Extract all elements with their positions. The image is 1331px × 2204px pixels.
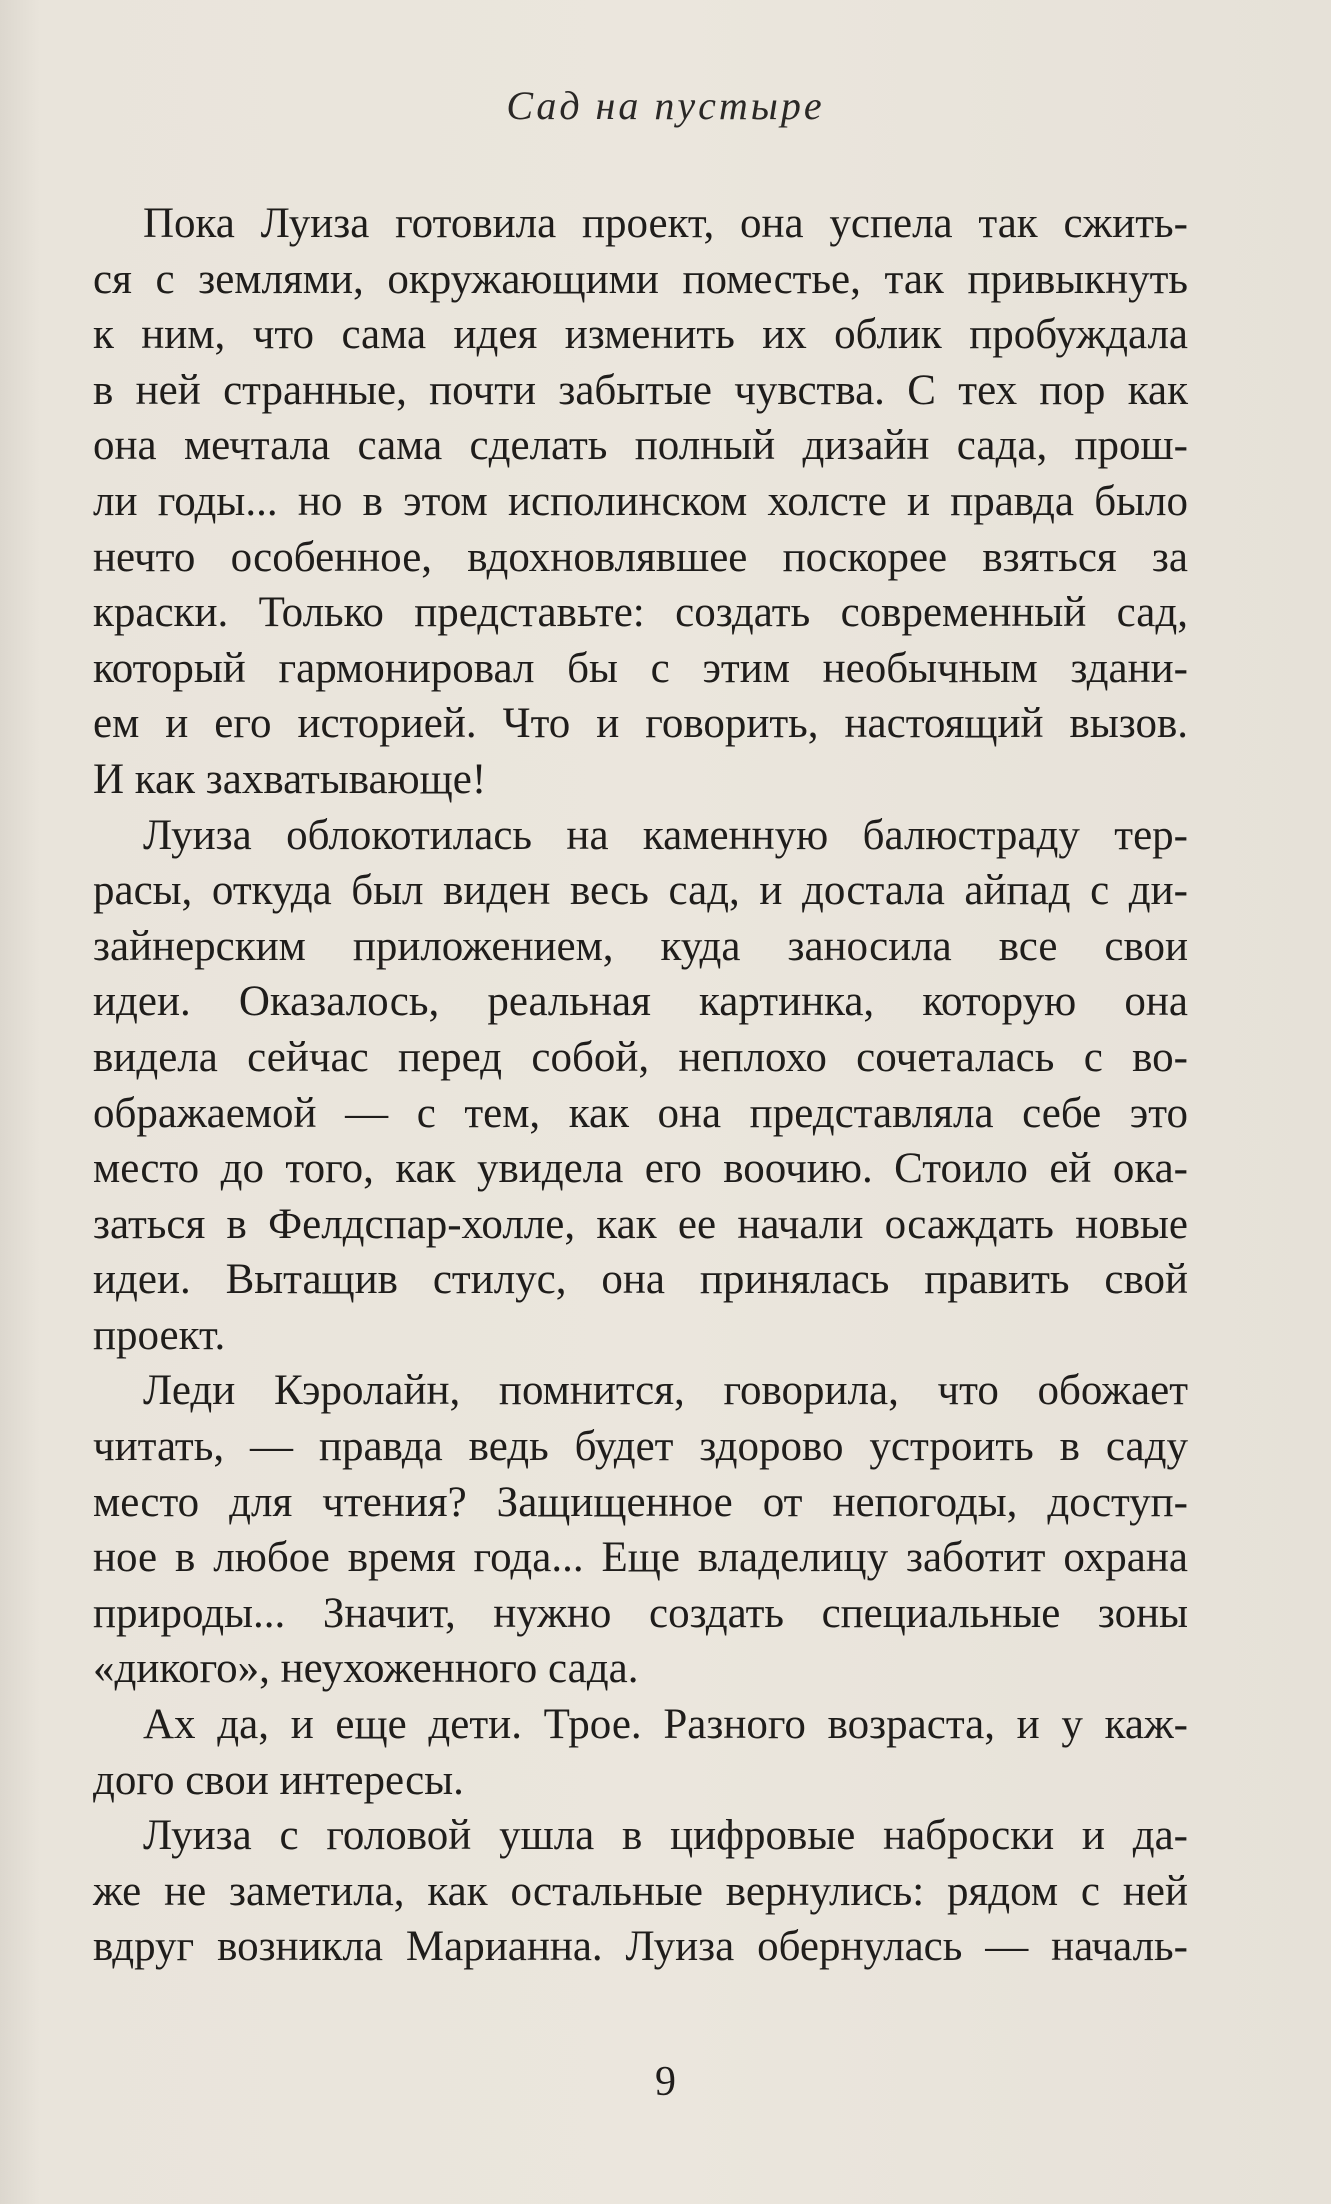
page-number: 9: [655, 2059, 676, 2105]
text-line: нечто особенное, вдохновлявшее поскорее взяться за: [93, 533, 1188, 581]
paragraph: [93, 808, 1188, 1364]
paragraph: [93, 196, 1188, 808]
paragraph: [93, 1697, 1188, 1808]
text-line: место до того, как увидела его воочию. Стоило ей ока-: [93, 1145, 1188, 1193]
text-line: к ним, что сама идея изменить их облик пробуждала: [93, 311, 1188, 359]
text-line: ли годы... но в этом исполинском холсте и правда было: [93, 477, 1188, 525]
body-text: [93, 196, 1188, 1975]
text-line: природы... Значит, нужно создать специальные зоны: [93, 1589, 1188, 1637]
text-line: Пока Луиза готовила проект, она успела так сжить-: [143, 200, 1188, 247]
text-line: заться в Фелдспар-холле, как ее начали осаждать новые: [93, 1200, 1188, 1248]
text-line: же не заметила, как остальные вернулись: рядом с ней: [93, 1867, 1188, 1915]
text-line: «дикого», неухоженного сада.: [93, 1645, 639, 1693]
text-line: Луиза облокотилась на каменную балюстраду тер-: [143, 811, 1188, 859]
running-head: Сад на пустыре: [506, 83, 825, 128]
text-line: читать, — правда ведь будет здорово устроить в саду: [93, 1423, 1188, 1471]
text-line: она мечтала сама сделать полный дизайн сада, прош-: [93, 422, 1188, 470]
text-line: место для чтения? Защищенное от непогоды, доступ-: [93, 1478, 1188, 1526]
text-line: ся с землями, окружающими поместье, так привыкнуть: [93, 255, 1188, 303]
text-line: зайнерским приложением, куда заносила все свои: [93, 922, 1188, 970]
paragraph: [93, 1808, 1188, 1975]
text-line: ем и его историей. Что и говорить, настоящий вызов.: [93, 700, 1188, 748]
text-line: идеи. Вытащив стилус, она принялась править свой: [93, 1256, 1188, 1304]
text-line: в ней странные, почти забытые чувства. С тех пор как: [93, 366, 1188, 414]
text-line: Луиза с головой ушла в цифровые наброски и да-: [143, 1812, 1188, 1860]
text-line: И как захватывающе!: [93, 755, 487, 803]
text-line: ное в любое время года... Еще владелицу заботит охрана: [93, 1534, 1188, 1582]
text-line: проект.: [93, 1311, 226, 1359]
text-line: ображаемой — с тем, как она представляла себе это: [93, 1089, 1188, 1137]
text-line: дого свои интересы.: [93, 1756, 464, 1804]
text-line: расы, откуда был виден весь сад, и достала айпад с ди-: [93, 867, 1188, 915]
text-line: видела сейчас перед собой, неплохо сочеталась с во-: [93, 1033, 1188, 1081]
text-line: вдруг возникла Марианна. Луиза обернулась — началь-: [93, 1923, 1188, 1971]
paragraph: [93, 1363, 1188, 1697]
text-line: идеи. Оказалось, реальная картинка, которую она: [93, 978, 1188, 1026]
text-line: Ах да, и еще дети. Трое. Разного возраста, и у каж-: [143, 1701, 1188, 1749]
text-line: краски. Только представьте: создать современный сад,: [93, 589, 1188, 637]
text-line: Леди Кэролайн, помнится, говорила, что обожает: [143, 1367, 1188, 1415]
text-line: который гармонировал бы с этим необычным здани-: [93, 644, 1188, 692]
